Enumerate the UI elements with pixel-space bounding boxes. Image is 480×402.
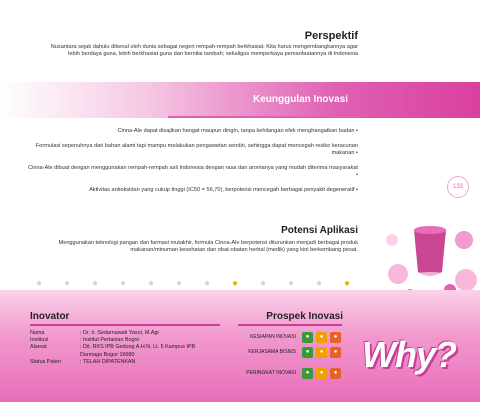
application-icon: ●	[315, 278, 323, 289]
inovator-row	[30, 359, 220, 366]
badge-icon: ●	[302, 332, 313, 343]
keunggulan-title: Keunggulan Inovasi	[252, 94, 348, 105]
badge-icon: ●	[316, 347, 327, 358]
inovator-value: : Dr. Ir. Sedarnawati Yasni, M.Agr	[80, 330, 160, 336]
inovator-key: Nama	[30, 330, 45, 336]
keunggulan-band	[0, 82, 480, 118]
inovator-title: Inovator	[30, 311, 70, 322]
inovator-underline	[30, 324, 220, 326]
application-icon: ●	[119, 278, 127, 289]
application-icons-row	[28, 273, 358, 290]
application-icon: ●	[63, 278, 71, 289]
keunggulan-underline	[168, 116, 358, 118]
prospek-row	[212, 366, 362, 380]
keunggulan-item: Aktivitas antioksidan yang cukup tinggi (IC50 = 56,70), berpotensi mencegah berbagai penyakit degeneratif •	[28, 187, 358, 194]
application-icon: ●	[203, 278, 211, 289]
inovator-key: Status Paten	[30, 358, 61, 365]
badge-icon: ●	[302, 347, 313, 358]
potensi-text: Menggunakan teknologi pangan dan farmasi mutakhir, formula Cinna-Ale berpotensi diturunkan menjadi berbagai produk makanan/minuman kesehatan dan obat-obatan herbal (medik) yang kini berkembang pesat.	[58, 240, 358, 253]
application-icon: ●	[35, 278, 43, 289]
keunggulan-item: Cinna-Ale dibuat dengan menggunakan rempah-rempah asli Indonesia dengan rasa dan aromanya yang mudah diterima masyarakat •	[28, 165, 358, 179]
application-icon-active: ●	[343, 278, 351, 289]
prospek-row	[212, 330, 362, 344]
badge-icon: ●	[316, 332, 327, 343]
prospek-underline	[238, 324, 342, 326]
inovator-table	[30, 330, 220, 366]
prospek-label: KERJASAMA BISNIS	[248, 349, 296, 355]
prospek-row	[212, 345, 362, 359]
inovator-row	[30, 337, 220, 344]
inovator-key: Alamat	[30, 344, 47, 351]
badge-icon: ●	[330, 368, 341, 379]
application-icon: ●	[175, 278, 183, 289]
prospek-label: PERINGKAT INOVASI	[246, 370, 296, 376]
inovator-row	[30, 352, 220, 359]
inovator-key: Institusi	[30, 337, 49, 344]
badge-icon: ●	[330, 347, 341, 358]
application-icon-active: ●	[231, 278, 239, 289]
badge-icon: ●	[302, 368, 313, 379]
perspektif-text: Nusantara sejak dahulu dikenal oleh dunia sebagai negeri rempah-rempah berkhasiat. Kita harus mengembangkannya agar lebih berdaya guna, lebih berkhasiat guna dan bernilai tambah; sekaligus memperkaya pemanfaatannya di Indonesia	[50, 44, 358, 57]
page-number: 133	[447, 176, 469, 198]
inovator-value: : Dit. RKS IPB Gedung A.H.N. Lt. 5 Kampus IPB	[80, 344, 196, 351]
inovator-value: Darmaga Bogor 16680	[80, 351, 135, 358]
application-icon: ●	[287, 278, 295, 289]
badge-icon: ●	[330, 332, 341, 343]
keunggulan-item: Formulasi sepenuhnya dari bahan alami tapi mampu melakukan pengawetan sendiri, sehingga dapat mencegah resiko keracunan makanan •	[28, 143, 358, 157]
application-icon: ●	[147, 278, 155, 289]
inovator-row	[30, 330, 220, 337]
why-logo: Why?	[362, 334, 456, 375]
potensi-title: Potensi Aplikasi	[281, 225, 358, 236]
application-icon: ●	[91, 278, 99, 289]
inovator-key	[30, 352, 80, 359]
keunggulan-list	[28, 128, 358, 202]
application-icon: ●	[259, 278, 267, 289]
keunggulan-item: Cinna-Ale dapat disajikan hangat maupun dingin, tanpa kehilangan efek menghangatkan badan •	[28, 128, 358, 135]
perspektif-title: Perspektif	[304, 30, 358, 42]
inovator-value: : Institut Pertanian Bogor	[80, 337, 140, 344]
prospek-label: KESIAPAN INOVASI	[250, 334, 296, 340]
inovator-value: : TELAH DIPATENKAN	[80, 358, 136, 365]
inovator-row	[30, 344, 220, 351]
prospek-title: Prospek Inovasi	[266, 311, 343, 322]
badge-icon: ●	[316, 368, 327, 379]
